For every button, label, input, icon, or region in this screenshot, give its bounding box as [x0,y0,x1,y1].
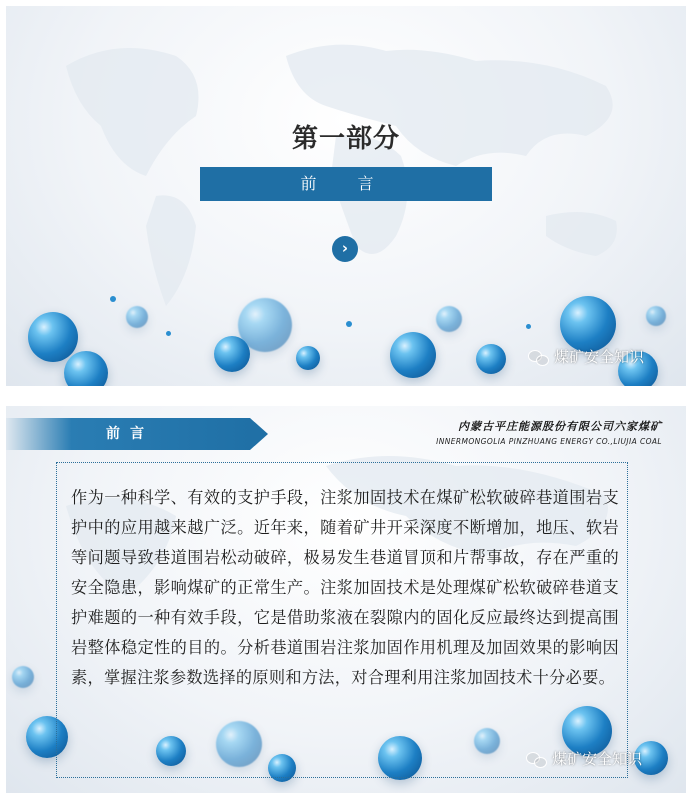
decor-sphere [126,306,148,328]
decor-sphere [12,666,34,688]
decor-dot [346,321,352,327]
section-title: 第一部分 [291,124,400,154]
watermark-text: 煤矿安全知识 [554,348,645,366]
chevron-right-icon: › [341,239,349,257]
decor-sphere [436,306,462,332]
decor-dot [110,296,116,302]
decor-sphere [560,296,616,352]
section-subtitle: 前 言 [300,174,392,193]
watermark [528,346,644,367]
next-button[interactable] [332,236,358,262]
intro-slide [6,406,686,793]
decor-sphere [296,346,320,370]
decor-sphere [476,344,506,374]
decor-dot [166,331,171,336]
section-slide [6,6,686,386]
decor-sphere [646,306,666,326]
decor-sphere [238,298,292,352]
watermark-text: 煤矿安全知识 [552,750,643,768]
watermark [526,748,642,769]
wechat-icon [528,349,550,365]
header-label: 前言 [106,426,154,442]
decor-sphere [28,312,78,362]
section-subtitle-bar [200,167,492,201]
intro-paragraph: 作为一种科学、有效的支护手段，注浆加固技术在煤矿松软破碎巷道围岩支护中的应用越来越广泛。近年来，随着矿井开采深度不断增加，地压、软岩等问题导致巷道围岩松动破碎，极易发生巷道冒顶和片帮事故，存在严重的安全隐患，影响煤矿的正常生产。注浆加固技术是处理煤矿松软破碎巷道支护难题的一种有效手段，它是借助浆液在裂隙内的固化反应最终达到提高围岩整体稳定性的目的。分析巷道围岩注浆加固作用机理及加固效果的影响因素，掌握注浆参数选择的原则和方法，对合理利用注浆加固技术十分必要。 [71,488,619,687]
company-name-cn: 内蒙古平庄能源股份有限公司六家煤矿 [458,420,662,433]
intro-text-box [56,462,628,778]
wechat-icon [526,751,548,767]
company-name-en: INNERMONGOLIA PINZHUANG ENERGY CO.,LIUJIA COAL [436,437,662,446]
decor-dot [526,324,531,329]
decor-sphere [390,332,436,378]
